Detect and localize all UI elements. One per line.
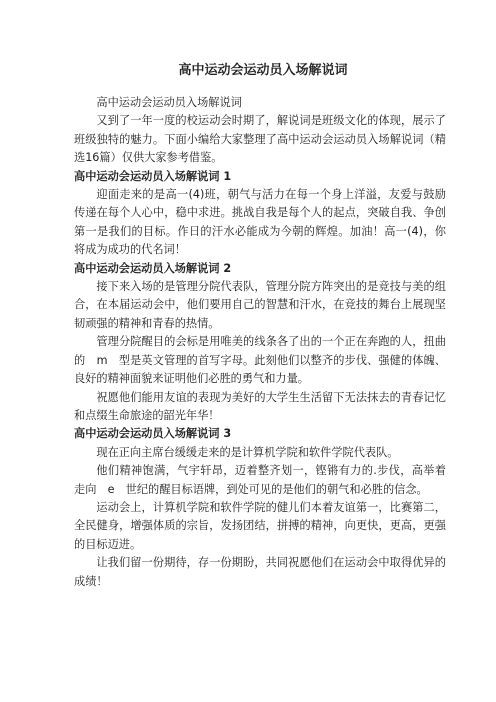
paragraph-intro: 又到了一年一度的校运动会时期了，解说词是班级文化的体现，展示了班级独特的魅力。下面小编给大家整理了高中运动会运动员入场解说词（精选16篇）仅供大家参考借鉴。 <box>74 114 446 165</box>
section-3-paragraph-4: 让我们留一份期待，存一份期盼，共同祝愿他们在运动会中取得优异的成绩！ <box>74 556 446 588</box>
section-2-paragraph-3: 祝愿他们能用友谊的表现为美好的大学生生活留下无法抹去的青春记忆和点缀生命旅途的韶光年华！ <box>74 390 446 422</box>
section-heading-3: 高中运动会运动员入场解说词 3 <box>74 427 232 441</box>
section-3-paragraph-3: 运动会上，计算机学院和软件学院的健儿们本着友谊第一，比赛第二，全民健身，增强体质的宗旨，发扬团结，拼搏的精神，向更快，更高，更强的目标迈进。 <box>74 500 446 551</box>
section-heading-2: 高中运动会运动员入场解说词 2 <box>74 261 232 275</box>
section-2-paragraph-2: 管理分院醒目的会标是用唯美的线条各了出的一个正在奔跑的人，扭曲的 m 型是英文管理的首写字母。此刻他们以整齐的步伐、强健的体魄、良好的精神面貌来证明他们必胜的勇气和力量。 <box>74 335 446 386</box>
section-2-paragraph-1: 接下来入场的是管理分院代表队，管理分院方阵突出的是竞技与美的组合，在本届运动会中，他们要用自己的智慧和汗水，在竞技的舞台上展现坚韧顽强的精神和青春的热情。 <box>74 280 446 330</box>
section-3-paragraph-2: 他们精神饱满，气宇轩昂，迈着整齐划一，铿锵有力的.步伐，高举着走向 e 世纪的醒目标语牌，到处可见的是他们的朝气和必胜的信念。 <box>74 464 446 496</box>
section-heading-1: 高中运动会运动员入场解说词 1 <box>74 169 232 183</box>
section-1-paragraph: 迎面走来的是高一(4)班，朝气与活力在每一个身上洋溢，友爱与鼓励传递在每个人心中，稳中求进。挑战自我是每个人的起点，突破自我、争创第一是我们的目标。作日的汗水必能成为今朝的辉煌。加油！高一(4)，你将成为成功的代名词！ <box>74 188 446 257</box>
paragraph-subtitle: 高中运动会运动员入场解说词 <box>96 96 242 109</box>
section-3-paragraph-1: 现在正向主席台缓缓走来的是计算机学院和软件学院代表队。 <box>96 445 399 459</box>
document-title: 高中运动会运动员入场解说词 <box>178 63 348 78</box>
